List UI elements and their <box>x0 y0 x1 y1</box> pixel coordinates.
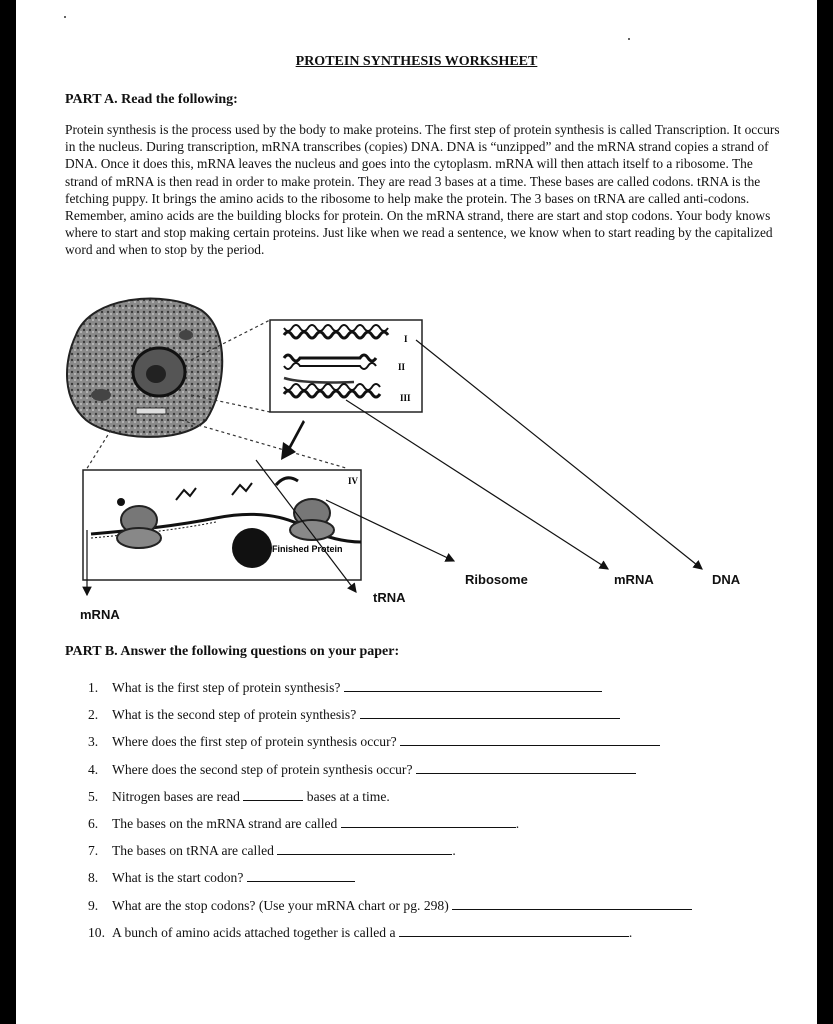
part-b-heading: PART B. Answer the following questions on your paper: <box>65 644 400 659</box>
mrna-label-left: mRNA <box>80 607 120 622</box>
scan-speck <box>64 16 66 18</box>
roman-label-4: IV <box>348 476 359 486</box>
answer-blank[interactable] <box>344 681 602 692</box>
page-title: PROTEIN SYNTHESIS WORKSHEET <box>295 54 538 69</box>
dna-label: DNA <box>712 572 741 587</box>
trna-label: tRNA <box>373 590 406 605</box>
protein-synthesis-diagram <box>16 280 817 630</box>
cell-image <box>67 299 222 437</box>
answer-blank[interactable] <box>277 844 452 855</box>
scan-speck <box>628 38 630 40</box>
roman-label-3: III <box>400 393 411 403</box>
part-a-heading: PART A. Read the following: <box>65 92 238 107</box>
dna-pointer <box>416 340 702 569</box>
question-8: 8. What is the start codon? <box>88 870 355 886</box>
mrna-right-pointer <box>346 400 608 569</box>
answer-blank[interactable] <box>243 790 303 801</box>
answer-blank[interactable] <box>416 763 636 774</box>
answer-blank[interactable] <box>452 899 692 910</box>
question-4: 4. Where does the second step of protein synthesis occur? <box>88 762 636 778</box>
question-5: 5. Nitrogen bases are read bases at a time. <box>88 789 390 804</box>
question-7: 7. The bases on tRNA are called . <box>88 843 456 858</box>
answer-blank[interactable] <box>341 817 516 828</box>
question-6: 6. The bases on the mRNA strand are called . <box>88 816 520 831</box>
finished-protein-label: Finished Protein <box>272 544 343 554</box>
translation-inset <box>83 470 361 580</box>
down-arrow-icon <box>281 420 305 460</box>
answer-blank[interactable] <box>399 926 629 937</box>
answer-blank[interactable] <box>400 735 660 746</box>
roman-label-1: I <box>404 334 408 344</box>
question-2: 2. What is the second step of protein synthesis? <box>88 707 620 723</box>
question-10: 10. A bunch of amino acids attached together is called a . <box>88 925 633 940</box>
part-a-paragraph: Protein synthesis is the process used by the body to make proteins. The first step of protein synthesis is called Transcription. It occurs in the nucleus. During transcription, mRNA transcribes (copies) DNA. DNA is “unzipped” and the mRNA strand copies a strand of DNA. Once it does this, mRNA leaves the nucleus and goes into the cytoplasm. mRNA will then attach itself to a ribosome. The strand of mRNA is then read in order to make protein. They are read 3 bases at a time. These bases are called codons. tRNA is the fetching puppy. It brings the amino acids to the ribosome to help make the protein. The 3 bases on tRNA are called anti-codons. Remember, amino acids are the building blocks for protein. On the mRNA strand, there are start and stop codons. Your body knows where to start and stop making certain proteins. Just like when we read a sentence, we know when to start reading by the capitalized word and when to stop by the period. <box>65 122 780 258</box>
question-9: 9. What are the stop codons? (Use your mRNA chart or pg. 298) <box>88 898 692 914</box>
mrna-label-right: mRNA <box>614 572 654 587</box>
answer-blank[interactable] <box>360 708 620 719</box>
answer-blank[interactable] <box>247 871 355 882</box>
roman-label-2: II <box>398 362 406 372</box>
ribosome-label: Ribosome <box>465 572 528 587</box>
question-3: 3. Where does the first step of protein synthesis occur? <box>88 734 660 750</box>
question-1: 1. What is the first step of protein synthesis? <box>88 680 602 696</box>
worksheet-page <box>16 0 817 1024</box>
